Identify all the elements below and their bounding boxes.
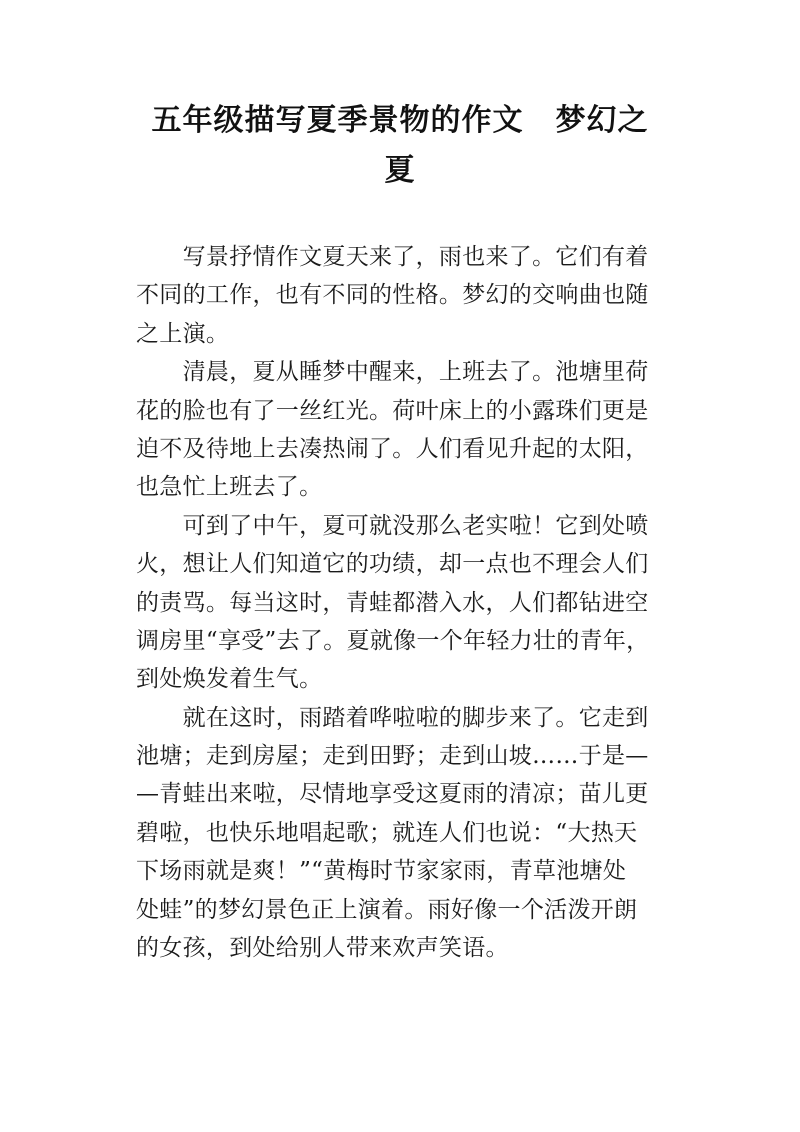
paragraph-2 <box>136 353 666 507</box>
text-line: 火，想让人们知道它的功绩，却一点也不理会人们 <box>136 551 649 578</box>
text-line: 的女孩，到处给别人带来欢声笑语。 <box>136 935 509 962</box>
text-line: 到处焕发着生气。 <box>136 666 323 693</box>
text-line: 碧啦，也快乐地唱起歌；就连人们也说：“大热天 <box>136 819 638 846</box>
text-line: 不同的工作，也有不同的性格。梦幻的交响曲也随 <box>136 282 649 309</box>
text-line: 的责骂。每当这时，青蛙都潜入水，人们都钻进空 <box>136 589 649 616</box>
text-line: 之上演。 <box>136 320 230 347</box>
title-part-1: 五年级描写夏季景物的作文 <box>151 103 524 138</box>
paragraph-1 <box>136 238 666 353</box>
text-line: 下场雨就是爽！”“黄梅时节家家雨，青草池塘处 <box>136 858 627 885</box>
document-title <box>120 96 680 196</box>
text-line: 处蛙”的梦幻景色正上演着。雨好像一个活泼开朗 <box>136 896 638 923</box>
text-line: —青蛙出来啦，尽情地享受这夏雨的清凉；苗儿更 <box>136 781 649 808</box>
paragraph-4 <box>136 699 666 968</box>
text-line: 可到了中午，夏可就没那么老实啦！它到处喷 <box>136 512 649 539</box>
text-line: 迫不及待地上去凑热闹了。人们看见升起的太阳， <box>136 435 649 462</box>
text-line: 清晨，夏从睡梦中醒来，上班去了。池塘里荷 <box>136 359 649 386</box>
paragraph-3 <box>136 507 666 699</box>
text-line: 花的脸也有了一丝红光。荷叶床上的小露珠们更是 <box>136 397 649 424</box>
title-line-2: 夏 <box>384 153 416 188</box>
text-line: 写景抒情作文夏天来了，雨也来了。它们有着 <box>136 244 649 270</box>
text-line: 就在这时，雨踏着哗啦啦的脚步来了。它走到 <box>136 704 649 731</box>
text-line: 也急忙上班去了。 <box>136 474 323 501</box>
article-body <box>136 238 666 967</box>
text-line: 调房里“享受”去了。夏就像一个年轻力壮的青年， <box>136 627 650 654</box>
text-line: 池塘；走到房屋；走到田野；走到山坡……于是— <box>136 743 649 770</box>
title-part-2: 梦幻之 <box>555 103 649 138</box>
